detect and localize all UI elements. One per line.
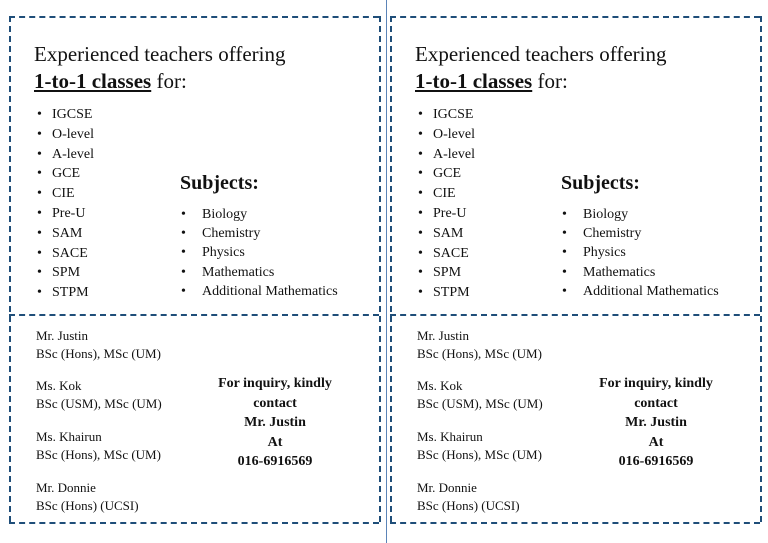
headline-line1: Experienced teachers offering (415, 42, 667, 66)
list-item (37, 224, 94, 244)
list-item (181, 224, 338, 243)
list-item (37, 105, 94, 125)
teacher-name: Ms. Kok (417, 378, 463, 393)
card-border-bottom (390, 522, 760, 524)
level-label: IGCSE (52, 107, 93, 122)
teacher-entry (417, 428, 542, 463)
list-item (37, 263, 94, 283)
subjects-list (181, 205, 338, 301)
list-item (37, 145, 94, 165)
contact-line2: contact (634, 395, 678, 411)
teacher-name: Ms. Khairun (36, 429, 102, 444)
bullet-icon: • (562, 226, 567, 242)
contact-name: Mr. Justin (244, 415, 306, 430)
teacher-name: Mr. Justin (417, 328, 470, 343)
page-center-divider (386, 0, 387, 543)
level-label: O-level (433, 126, 475, 142)
subject-label: Chemistry (583, 226, 642, 242)
subject-label: Biology (583, 207, 629, 222)
list-item (562, 243, 719, 262)
level-label: SPM (433, 265, 462, 281)
level-label: A-level (433, 146, 475, 162)
list-item (418, 125, 475, 145)
bullet-icon: • (37, 166, 42, 182)
list-item (418, 244, 475, 264)
level-label: CIE (433, 186, 456, 202)
subjects-heading: Subjects: (561, 172, 640, 194)
list-item (562, 205, 719, 224)
bullet-icon: • (418, 265, 423, 281)
level-label: O-level (52, 126, 94, 142)
list-item (37, 184, 94, 204)
bullet-icon: • (418, 166, 423, 182)
contact-at: At (648, 434, 664, 450)
bullet-icon: • (181, 283, 186, 299)
contact-block (197, 374, 353, 472)
headline-emphasis: 1-to-1 classes (415, 69, 533, 93)
subject-label: Additional Mathematics (583, 283, 719, 299)
bullet-icon: • (37, 285, 42, 301)
contact-at: At (267, 434, 283, 450)
bullet-icon: • (562, 264, 567, 280)
bullet-icon: • (418, 186, 423, 202)
bullet-icon: • (181, 245, 186, 261)
contact-line1: For inquiry, kindly (599, 376, 713, 391)
headline-line1: Experienced teachers offering (34, 42, 286, 66)
subjects-heading: Subjects: (180, 172, 259, 194)
headline-suffix: for: (151, 69, 187, 93)
teacher-entry (417, 327, 542, 362)
bullet-icon: • (418, 245, 423, 261)
level-label: IGCSE (433, 107, 474, 122)
list-item (418, 224, 475, 244)
list-item (181, 243, 338, 262)
list-item (37, 244, 94, 264)
bullet-icon: • (37, 205, 42, 221)
list-item (37, 204, 94, 224)
headline (34, 41, 285, 95)
contact-line1: For inquiry, kindly (218, 376, 332, 391)
bullet-icon: • (37, 245, 42, 261)
list-item (181, 263, 338, 282)
list-item (418, 164, 475, 184)
bullet-icon: • (562, 283, 567, 299)
contact-line2: contact (253, 395, 297, 411)
card-border-right (379, 16, 381, 522)
contact-phone: 016-6916569 (237, 454, 313, 469)
subject-label: Physics (583, 245, 626, 261)
flyer-card-right (390, 16, 762, 524)
card-section-divider (390, 314, 760, 316)
card-border-left (9, 16, 11, 522)
list-item (181, 282, 338, 301)
teacher-entry (36, 377, 162, 412)
bullet-icon: • (418, 146, 423, 162)
exam-levels-list (37, 105, 94, 303)
bullet-icon: • (418, 126, 423, 142)
bullet-icon: • (562, 245, 567, 261)
list-item (562, 224, 719, 243)
level-label: Pre-U (52, 205, 86, 221)
list-item (181, 205, 338, 224)
teacher-qualification: BSc (Hons), MSc (UM) (417, 345, 542, 361)
card-section-divider (9, 314, 379, 316)
subject-label: Chemistry (202, 226, 261, 242)
subject-label: Mathematics (202, 264, 275, 280)
teacher-qualification: BSc (USM), MSc (UM) (417, 395, 543, 411)
list-item (418, 184, 475, 204)
headline-suffix: for: (532, 69, 568, 93)
headline-emphasis: 1-to-1 classes (34, 69, 152, 93)
bullet-icon: • (37, 225, 42, 241)
list-item (37, 164, 94, 184)
bullet-icon: • (181, 226, 186, 242)
bullet-icon: • (418, 205, 423, 221)
teacher-qualification: BSc (Hons), MSc (UM) (36, 446, 161, 462)
level-label: SAM (52, 225, 83, 241)
exam-levels-list (418, 105, 475, 303)
bullet-icon: • (562, 207, 567, 222)
subject-label: Biology (202, 207, 248, 222)
teacher-entry (36, 479, 139, 514)
contact-name: Mr. Justin (625, 415, 687, 430)
bullet-icon: • (418, 285, 423, 301)
teacher-name: Ms. Kok (36, 378, 82, 393)
level-label: Pre-U (433, 205, 467, 221)
level-label: SAM (433, 225, 464, 241)
list-item (418, 283, 475, 303)
level-label: STPM (433, 285, 470, 301)
teacher-name: Mr. Donnie (417, 480, 477, 495)
bullet-icon: • (37, 146, 42, 162)
level-label: GCE (52, 166, 80, 182)
bullet-icon: • (37, 186, 42, 202)
bullet-icon: • (37, 126, 42, 142)
teacher-qualification: BSc (Hons) (UCSI) (36, 497, 139, 513)
teacher-entry (417, 377, 543, 412)
list-item (562, 282, 719, 301)
level-label: SACE (433, 245, 469, 261)
level-label: SACE (52, 245, 88, 261)
bullet-icon: • (37, 107, 42, 122)
contact-phone: 016-6916569 (618, 454, 694, 469)
teacher-name: Ms. Khairun (417, 429, 483, 444)
bullet-icon: • (418, 107, 423, 122)
list-item (418, 204, 475, 224)
level-label: A-level (52, 146, 94, 162)
bullet-icon: • (181, 264, 186, 280)
bullet-icon: • (37, 265, 42, 281)
teacher-name: Mr. Justin (36, 328, 89, 343)
list-item (418, 105, 475, 125)
level-label: GCE (433, 166, 461, 182)
card-border-bottom (9, 522, 379, 524)
subject-label: Physics (202, 245, 245, 261)
list-item (418, 145, 475, 165)
contact-block (578, 374, 734, 472)
teacher-entry (36, 428, 161, 463)
card-border-right (760, 16, 762, 522)
level-label: SPM (52, 265, 81, 281)
bullet-icon: • (418, 225, 423, 241)
list-item (37, 125, 94, 145)
teacher-name: Mr. Donnie (36, 480, 96, 495)
card-border-left (390, 16, 392, 522)
subject-label: Mathematics (583, 264, 656, 280)
level-label: CIE (52, 186, 75, 202)
teacher-qualification: BSc (Hons) (UCSI) (417, 497, 520, 513)
headline (415, 41, 666, 95)
bullet-icon: • (181, 207, 186, 222)
list-item (37, 283, 94, 303)
subjects-list (562, 205, 719, 301)
level-label: STPM (52, 285, 89, 301)
list-item (418, 263, 475, 283)
teacher-qualification: BSc (USM), MSc (UM) (36, 395, 162, 411)
card-border-top (9, 16, 379, 18)
teacher-qualification: BSc (Hons), MSc (UM) (36, 345, 161, 361)
list-item (562, 263, 719, 282)
card-border-top (390, 16, 760, 18)
flyer-card-left (9, 16, 381, 524)
teacher-qualification: BSc (Hons), MSc (UM) (417, 446, 542, 462)
teacher-entry (36, 327, 161, 362)
subject-label: Additional Mathematics (202, 283, 338, 299)
teacher-entry (417, 479, 520, 514)
